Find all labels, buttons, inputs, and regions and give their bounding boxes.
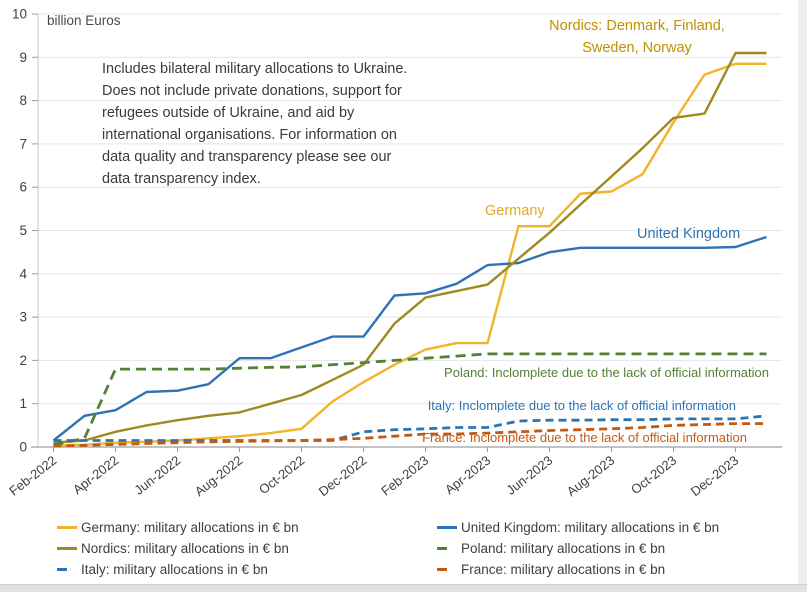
- x-tick-label: Feb-2023: [378, 452, 432, 499]
- legend-swatch-box: [57, 547, 81, 550]
- y-tick-label: 0: [19, 439, 27, 455]
- x-tick-label: Oct-2023: [627, 452, 680, 498]
- x-tick-label: Aug-2022: [191, 452, 246, 500]
- legend-item-italy: [57, 559, 299, 580]
- x-tick-label: Feb-2022: [6, 452, 60, 499]
- legend-label-poland: Poland: military allocations in € bn: [461, 541, 666, 556]
- y-tick-label: 5: [19, 223, 27, 238]
- y-tick-label: 8: [19, 93, 27, 109]
- legend-item-poland: [437, 538, 719, 559]
- legend-item-germany: [57, 517, 299, 538]
- legend-column-right: [437, 517, 719, 580]
- germany-line-swatch: [57, 526, 77, 529]
- methodology-note: data transparency index.: [102, 171, 261, 187]
- y-tick-label: 10: [11, 6, 27, 22]
- legend-swatch-box: [57, 568, 81, 571]
- x-tick-label: Jun-2022: [131, 452, 184, 498]
- united-kingdom-line-swatch: [437, 526, 457, 529]
- legend-column-left: [57, 517, 299, 580]
- legend-label-nordics: Nordics: military allocations in € bn: [81, 541, 289, 556]
- series-germany: [54, 64, 767, 446]
- nordics-label: Sweden, Norway: [582, 40, 692, 56]
- legend-swatch-box: [437, 568, 461, 571]
- page-right-band: [798, 0, 807, 592]
- methodology-note: Includes bilateral military allocations to Ukraine.: [102, 61, 408, 77]
- x-tick-label: Apr-2023: [441, 452, 494, 498]
- methodology-note: data quality and transparency please see our: [102, 149, 392, 165]
- y-tick-label: 7: [19, 136, 27, 152]
- legend-item-nordics: [57, 538, 299, 559]
- legend-label-germany: Germany: military allocations in € bn: [81, 520, 299, 535]
- legend-swatch-box: [437, 547, 461, 550]
- x-tick-label: Apr-2022: [69, 452, 122, 498]
- poland-incomplete-note: Poland: Inclomplete due to the lack of official information: [444, 365, 769, 380]
- page-bottom-band: [0, 584, 807, 592]
- legend-swatch-box: [437, 526, 461, 529]
- x-tick-label: Aug-2023: [563, 452, 618, 500]
- x-tick-label: Jun-2023: [503, 452, 556, 498]
- nordics-line-swatch: [57, 547, 77, 550]
- legend-label-france: France: military allocations in € bn: [461, 562, 666, 577]
- y-tick-label: 1: [19, 396, 27, 412]
- united-kingdom-label: United Kingdom: [637, 226, 741, 242]
- x-tick-label: Dec-2022: [315, 452, 370, 500]
- poland-line-swatch: [437, 547, 447, 550]
- italy-line-swatch: [57, 568, 67, 571]
- y-tick-label: 4: [19, 266, 27, 282]
- legend-item-france: [437, 559, 719, 580]
- y-tick-label: 9: [19, 49, 27, 65]
- legend-item-united-kingdom: [437, 517, 719, 538]
- legend-label-united-kingdom: United Kingdom: military allocations in € bn: [461, 520, 720, 535]
- legend-label-italy: Italy: military allocations in € bn: [81, 562, 268, 577]
- y-axis-title: billion Euros: [47, 13, 121, 28]
- france-incomplete-note: France: Inclomplete due to the lack of official information: [422, 430, 747, 445]
- y-tick-label: 6: [19, 179, 27, 195]
- germany-label: Germany: [485, 203, 545, 219]
- methodology-note: international organisations. For information on: [102, 127, 397, 143]
- italy-incomplete-note: Italy: Inclomplete due to the lack of official information: [427, 398, 736, 413]
- france-line-swatch: [437, 568, 447, 571]
- y-tick-label: 2: [19, 352, 27, 368]
- methodology-note: Does not include private donations, support for: [102, 83, 402, 99]
- y-tick-label: 3: [19, 309, 27, 325]
- methodology-note: refugees outside of Ukraine, and aid by: [102, 105, 355, 121]
- legend-swatch-box: [57, 526, 81, 529]
- x-tick-label: Oct-2022: [255, 452, 308, 498]
- x-tick-label: Dec-2023: [687, 452, 742, 500]
- nordics-label: Nordics: Denmark, Finland,: [549, 18, 725, 34]
